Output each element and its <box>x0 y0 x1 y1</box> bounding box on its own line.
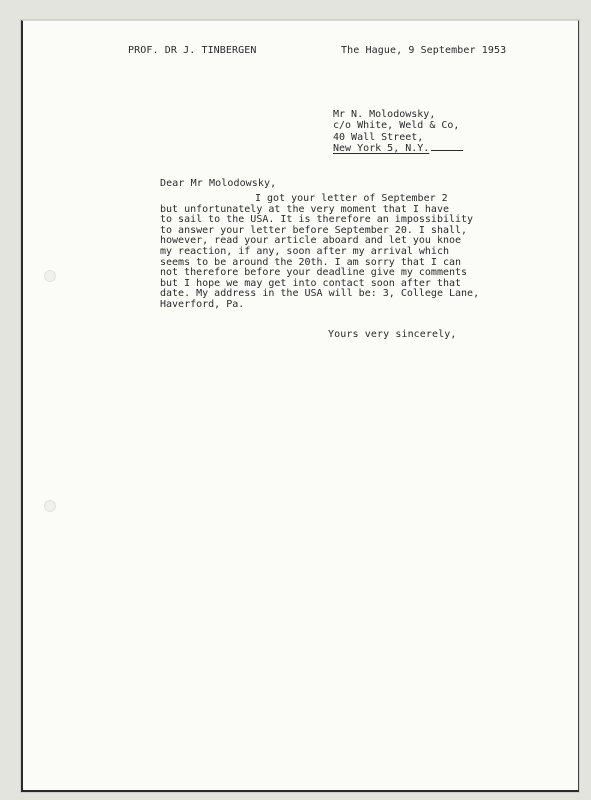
punch-hole-bottom <box>44 500 56 512</box>
address-line: Mr N. Molodowsky, <box>333 109 436 120</box>
body-line: I got your letter of September 2 <box>255 193 448 204</box>
address-line: c/o White, Weld & Co, <box>333 120 460 132</box>
address-line-city <box>333 143 463 154</box>
body-line: but unfortunately at the very moment that I have <box>160 203 449 215</box>
body-line: to sail to the USA. It is therefore an impossibility <box>160 214 474 226</box>
letter-page <box>21 20 579 792</box>
body-line: but I hope we may get into contact soon after that <box>160 277 462 289</box>
body-line: to answer your letter before September 20. I shall, <box>160 224 468 236</box>
body-line: my reaction, if any, soon after my arrival which <box>160 245 449 257</box>
letter-body <box>160 194 479 311</box>
body-line: date. My address in the USA will be: 3, College Lane, <box>160 288 480 300</box>
body-line: however, read your article aboard and let you knoe <box>160 235 462 247</box>
sender-name: PROF. DR J. TINBERGEN <box>128 45 257 56</box>
address-underline-tail <box>431 150 463 151</box>
place-and-date: The Hague, 9 September 1953 <box>341 45 507 56</box>
address-line: 40 Wall Street, <box>333 131 424 143</box>
body-line: Haverford, Pa. <box>160 298 245 310</box>
address-city: New York 5, N.Y. <box>333 143 430 155</box>
salutation: Dear Mr Molodowsky, <box>160 178 277 189</box>
body-line: not therefore before your deadline give my comments <box>160 267 468 279</box>
closing: Yours very sincerely, <box>328 329 457 340</box>
punch-hole-top <box>44 270 56 282</box>
body-line: seems to be around the 20th. I am sorry that I can <box>160 256 462 268</box>
recipient-address <box>333 109 463 155</box>
